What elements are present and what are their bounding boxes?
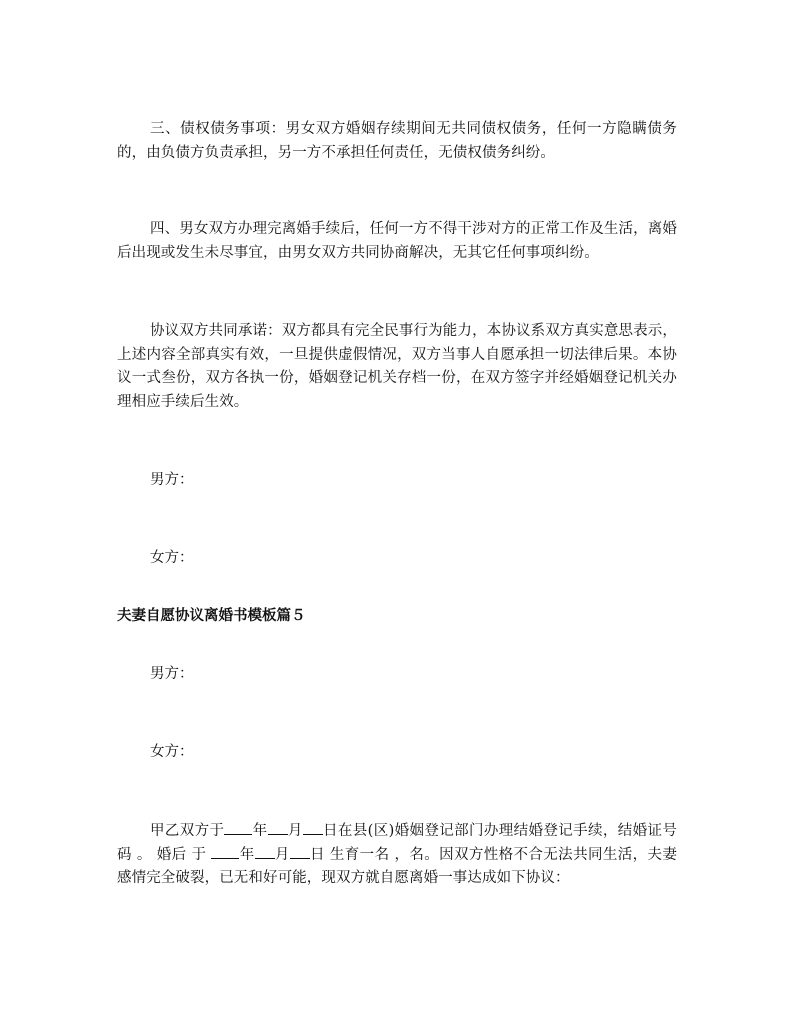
day-blank-1	[303, 834, 323, 835]
month-blank-2	[255, 858, 275, 859]
female-party-label: 女方：	[150, 744, 194, 760]
year-blank-1	[224, 834, 252, 835]
female-signature-label: 女方：	[150, 550, 194, 566]
intro-text-7: 日 生育一名 ，名。因双方性格不合无法共同生活，夫妻感情完全破裂，已无和好可能，现双方就自愿离婚一事达成如下协议：	[117, 846, 677, 886]
paragraph-debt-terms: 三、债权债务事项：男女双方婚姻存续期间无共同债权债务，任何一方隐瞒债务的，由负债方负责承担，另一方不承担任何责任，无债权债务纠纷。	[117, 121, 677, 161]
intro-text-1: 甲乙双方于	[150, 823, 225, 839]
paragraph-mutual-promise: 协议双方共同承诺：双方都具有完全民事行为能力，本协议系双方真实意思表示，上述内容全部真实有效，一旦提供虚假情况，双方当事人自愿承担一切法律后果。本协议一式叁份，双方各执一份，婚姻登记机关存档一份，在双方签字并经婚姻登记机关办理相应手续后生效。	[117, 323, 677, 410]
paragraph-post-divorce-terms: 四、男女双方办理完离婚手续后，任何一方不得干涉对方的正常工作及生活，离婚后出现或发生未尽事宜，由男女双方共同协商解决，无其它任何事项纠纷。	[117, 221, 677, 261]
male-party-label: 男方：	[150, 666, 194, 682]
intro-text-4: 日在县(区)婚姻登记部门办理结婚登记手续，结婚证号码 。 婚后 于	[117, 823, 678, 863]
intro-text-6: 月	[274, 846, 290, 863]
year-blank-2	[211, 858, 239, 859]
intro-text-2: 年	[252, 823, 268, 839]
day-blank-2	[290, 858, 310, 859]
intro-text-3: 月	[287, 823, 303, 839]
month-blank-1	[268, 834, 288, 835]
intro-text-5: 年	[239, 846, 255, 863]
paragraph-agreement-intro	[117, 820, 677, 891]
section-heading: 夫妻自愿协议离婚书模板篇５	[117, 608, 306, 624]
male-signature-label: 男方：	[150, 472, 194, 488]
